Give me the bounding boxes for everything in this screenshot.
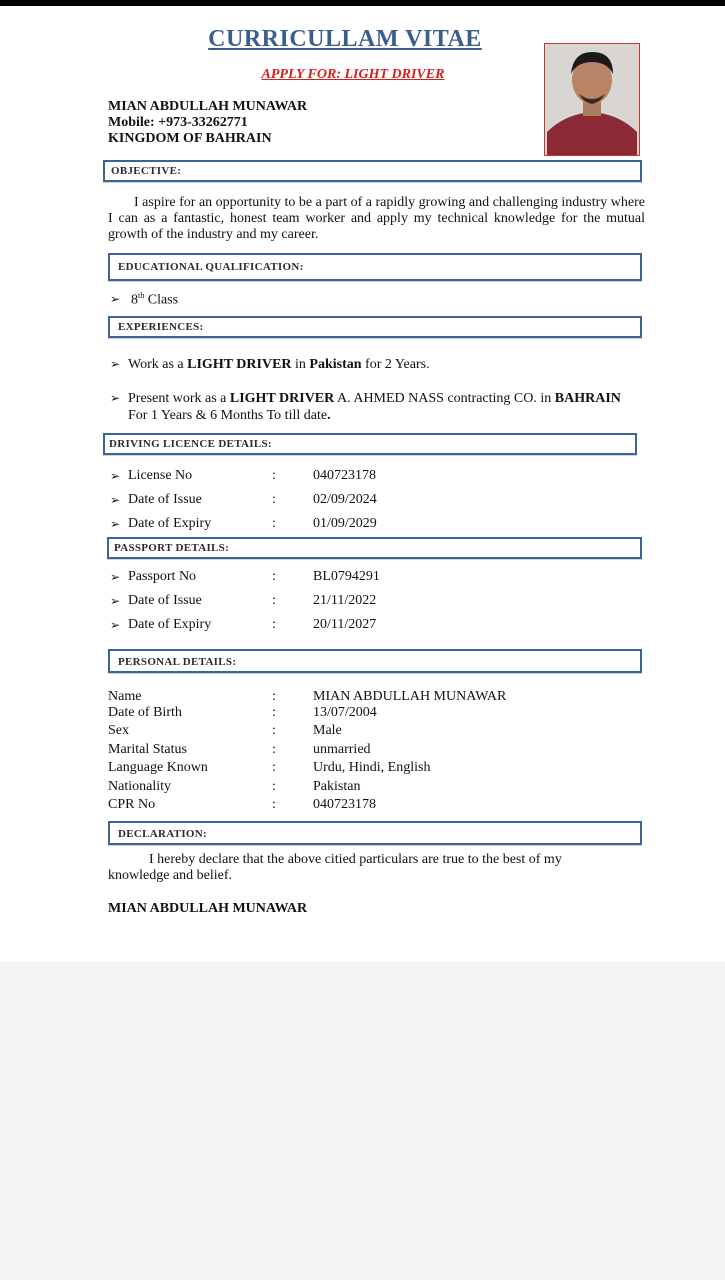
arrowhead-bullet-icon: ➢ xyxy=(110,594,121,608)
passport-label: Passport No xyxy=(128,569,197,584)
section-objective-title: OBJECTIVE: xyxy=(111,165,182,177)
page-title: CURRICULLAM VITAE xyxy=(208,26,482,52)
section-experiences xyxy=(108,316,642,338)
section-education-title: EDUCATIONAL QUALIFICATION: xyxy=(118,261,304,273)
driving-label: License No xyxy=(128,468,193,483)
personal-value: MIAN ABDULLAH MUNAWAR xyxy=(313,689,507,704)
personal-label: Language Known xyxy=(108,760,208,775)
personal-label: Name xyxy=(108,689,142,704)
driving-label: Date of Expiry xyxy=(128,516,212,531)
arrowhead-bullet-icon: ➢ xyxy=(110,618,121,632)
applicant-mobile: Mobile: +973-33262771 xyxy=(108,115,248,130)
applicant-name: MIAN ABDULLAH MUNAWAR xyxy=(108,99,308,114)
section-passport-title: PASSPORT DETAILS: xyxy=(114,542,230,554)
applicant-country: KINGDOM OF BAHRAIN xyxy=(108,131,272,146)
section-driving-licence xyxy=(103,433,637,455)
objective-text: I aspire for an opportunity to be a part of a rapidly growing and challenging industry where I can as a fantastic, honest team worker and apply my technical knowledge for the mutual growth of the industry and my career. xyxy=(108,195,645,242)
section-driving-title: DRIVING LICENCE DETAILS: xyxy=(109,438,272,450)
colon: : xyxy=(272,468,276,483)
experience-item-2: Present work as a LIGHT DRIVER A. AHMED NASS contracting CO. in BAHRAIN For 1 Years & 6 Months To till date. xyxy=(128,391,621,423)
arrowhead-bullet-icon: ➢ xyxy=(110,357,121,371)
personal-value: Pakistan xyxy=(313,779,361,794)
personal-value: unmarried xyxy=(313,742,371,757)
arrowhead-bullet-icon: ➢ xyxy=(110,570,121,584)
section-experiences-title: EXPERIENCES: xyxy=(118,321,204,333)
personal-value: 13/07/2004 xyxy=(313,705,377,720)
section-passport xyxy=(107,537,642,559)
passport-value: BL0794291 xyxy=(313,569,380,584)
colon: : xyxy=(272,742,276,757)
colon: : xyxy=(272,689,276,704)
personal-label: Marital Status xyxy=(108,742,187,757)
driving-value: 040723178 xyxy=(313,468,376,483)
section-personal-title: PERSONAL DETAILS: xyxy=(118,656,237,668)
document-page xyxy=(0,6,725,962)
colon: : xyxy=(272,705,276,720)
arrowhead-bullet-icon: ➢ xyxy=(110,469,121,483)
declaration-text: I hereby declare that the above citied particulars are true to the best of my knowledge and belief. xyxy=(108,852,562,883)
experience-item-1: Work as a LIGHT DRIVER in Pakistan for 2 Years. xyxy=(128,357,430,372)
colon: : xyxy=(272,593,276,608)
signature-name: MIAN ABDULLAH MUNAWAR xyxy=(108,901,308,916)
colon: : xyxy=(272,617,276,632)
arrowhead-bullet-icon: ➢ xyxy=(110,493,121,507)
personal-label: Nationality xyxy=(108,779,171,794)
colon: : xyxy=(272,723,276,738)
passport-value: 21/11/2022 xyxy=(313,593,377,608)
section-declaration xyxy=(108,821,642,845)
arrowhead-bullet-icon: ➢ xyxy=(110,292,121,306)
section-declaration-title: DECLARATION: xyxy=(118,828,207,840)
colon: : xyxy=(272,516,276,531)
driving-label: Date of Issue xyxy=(128,492,202,507)
arrowhead-bullet-icon: ➢ xyxy=(110,517,121,531)
passport-label: Date of Expiry xyxy=(128,617,212,632)
colon: : xyxy=(272,569,276,584)
personal-label: Date of Birth xyxy=(108,705,182,720)
driving-value: 02/09/2024 xyxy=(313,492,377,507)
personal-label: CPR No xyxy=(108,797,156,812)
profile-photo-image xyxy=(545,44,639,155)
personal-label: Sex xyxy=(108,723,129,738)
section-personal xyxy=(108,649,642,673)
personal-value: 040723178 xyxy=(313,797,376,812)
colon: : xyxy=(272,779,276,794)
colon: : xyxy=(272,760,276,775)
driving-value: 01/09/2029 xyxy=(313,516,377,531)
personal-value: Urdu, Hindi, English xyxy=(313,760,431,775)
colon: : xyxy=(272,492,276,507)
passport-label: Date of Issue xyxy=(128,593,202,608)
education-item: 8th Class xyxy=(131,291,179,308)
section-education xyxy=(108,253,642,281)
section-objective xyxy=(103,160,642,182)
colon: : xyxy=(272,797,276,812)
passport-value: 20/11/2027 xyxy=(313,617,377,632)
apply-for-line: APPLY FOR: LIGHT DRIVER xyxy=(261,67,445,82)
arrowhead-bullet-icon: ➢ xyxy=(110,391,121,405)
personal-value: Male xyxy=(313,723,342,738)
profile-photo xyxy=(544,43,640,156)
